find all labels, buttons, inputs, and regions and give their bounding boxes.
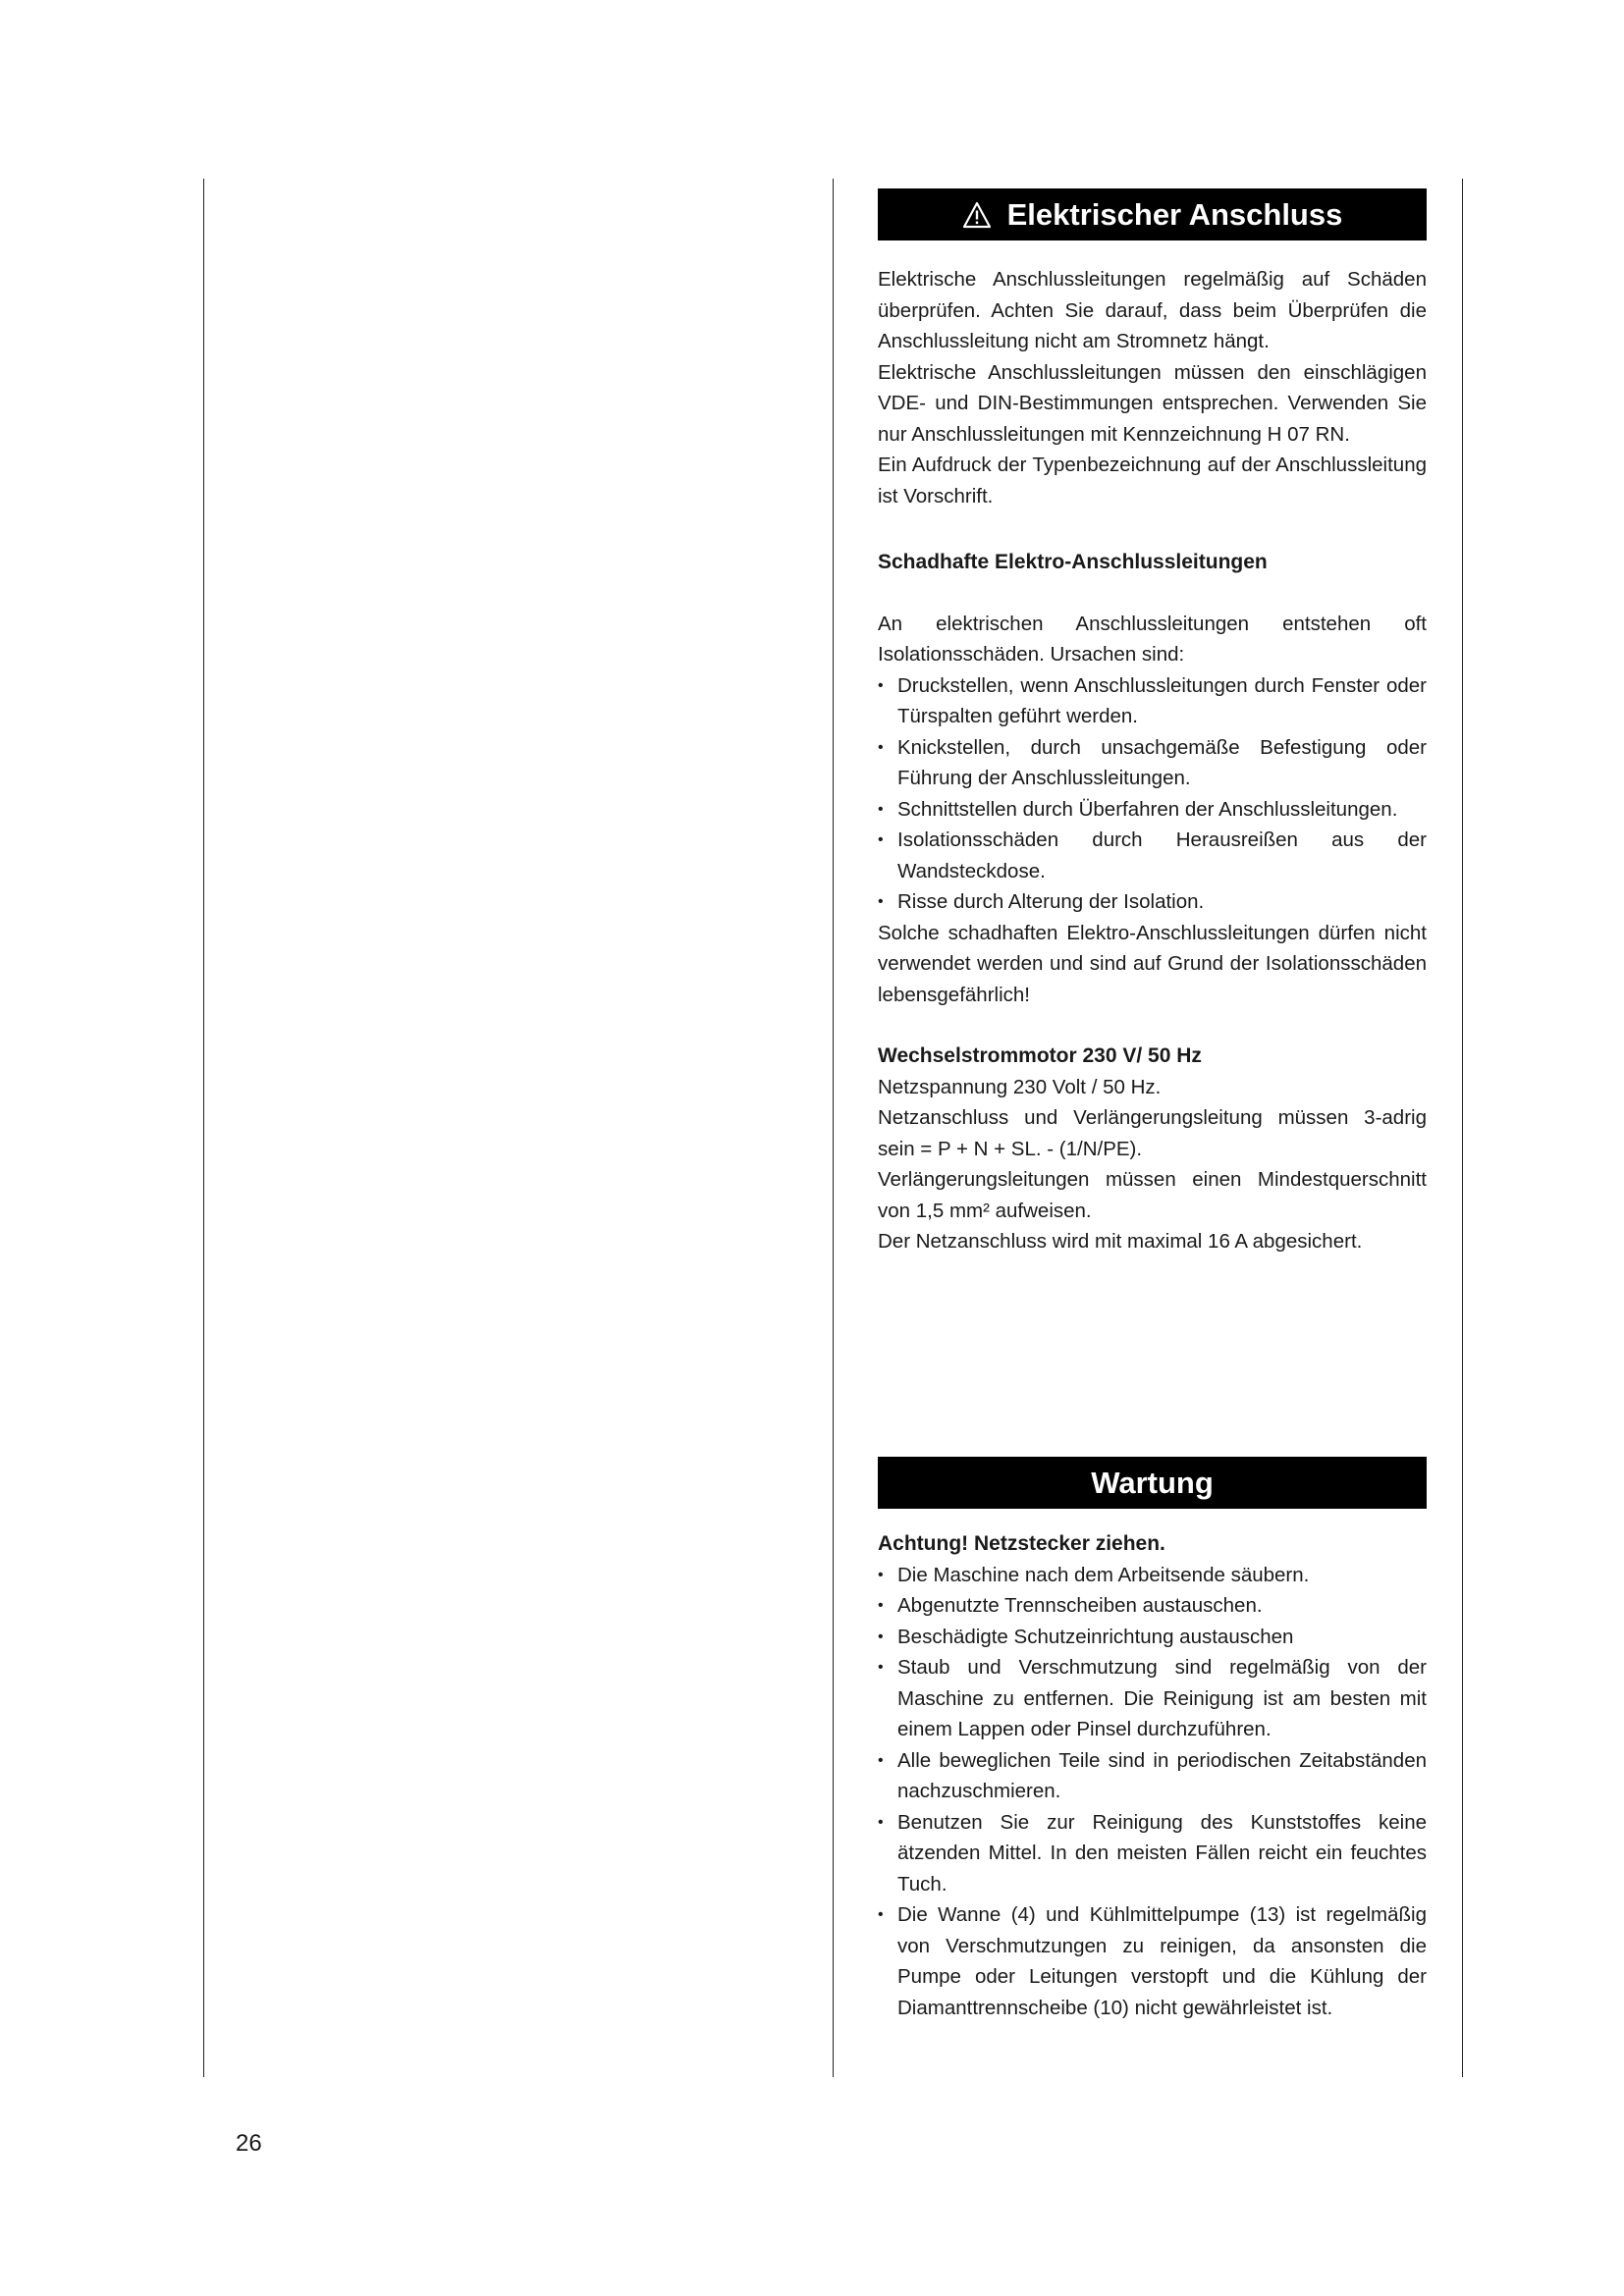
left-margin-rule: [203, 179, 204, 2077]
paragraph: Elektrische Anschlussleitungen regelmäßig auf Schäden überprüfen. Achten Sie darauf, dass beim Überprüfen die Anschlussleitung nicht am Stromnetz hängt.: [878, 268, 1427, 352]
list-item: • Die Wanne (4) und Kühlmittelpumpe (13) ist regelmäßig von Verschmutzungen zu reinigen, da ansonsten die Pumpe oder Leitungen verstopft und die Kühlung der Diamanttrennscheibe (10) nicht gewährleistet ist.: [878, 1899, 1427, 2023]
paragraph: Verlängerungsleitungen müssen einen Mindestquerschnitt von 1,5 mm² aufweisen.: [878, 1168, 1427, 1222]
list-item: • Schnittstellen durch Überfahren der Anschlussleitungen.: [878, 794, 1427, 826]
section-title: Elektrischer Anschluss: [1006, 196, 1343, 232]
bullet-list: [878, 1560, 1427, 2024]
subheading: Schadhafte Elektro-Anschlussleitungen: [878, 551, 1268, 573]
paragraph: Netzanschluss und Verlängerungsleitung müssen 3-adrig sein = P + N + SL. - (1/N/PE).: [878, 1106, 1427, 1160]
center-column-rule: [833, 179, 834, 2077]
list-item: • Alle beweglichen Teile sind in periodischen Zeitabständen nachzuschmieren.: [878, 1745, 1427, 1807]
section-banner-elektrischer-anschluss: [878, 188, 1427, 240]
subheading: Wechselstrommotor 230 V/ 50 Hz: [878, 1044, 1202, 1067]
list-item: • Abgenutzte Trennscheiben austauschen.: [878, 1590, 1427, 1622]
section-title: Wartung: [1091, 1465, 1214, 1500]
right-margin-rule: [1462, 179, 1463, 2077]
list-item: • Druckstellen, wenn Anschlussleitungen durch Fenster oder Türspalten geführt werden.: [878, 670, 1427, 732]
paragraph: An elektrischen Anschlussleitungen entstehen oft Isolationsschäden. Ursachen sind:: [878, 612, 1427, 666]
paragraph: Der Netzanschluss wird mit maximal 16 A abgesichert.: [878, 1230, 1363, 1253]
list-item: • Die Maschine nach dem Arbeitsende säubern.: [878, 1560, 1427, 1591]
list-item: • Isolationsschäden durch Herausreißen aus der Wandsteckdose.: [878, 825, 1427, 886]
section-body-elektrischer-anschluss: [878, 264, 1427, 1257]
section-body-wartung: [878, 1528, 1427, 2023]
list-item: • Benutzen Sie zur Reinigung des Kunststoffes keine ätzenden Mittel. In den meisten Fällen reicht ein feuchtes Tuch.: [878, 1807, 1427, 1900]
warning-triangle-icon: [962, 201, 992, 229]
bullet-list: [878, 670, 1427, 918]
list-item: • Beschädigte Schutzeinrichtung austauschen: [878, 1622, 1427, 1653]
page-number: 26: [236, 2130, 262, 2157]
subheading: Achtung! Netzstecker ziehen.: [878, 1532, 1165, 1555]
list-item: • Staub und Verschmutzung sind regelmäßig von der Maschine zu entfernen. Die Reinigung ist am besten mit einem Lappen oder Pinsel durchzuführen.: [878, 1652, 1427, 1745]
paragraph: Netzspannung 230 Volt / 50 Hz.: [878, 1075, 1162, 1098]
paragraph: Solche schadhaften Elektro-Anschlussleitungen dürfen nicht verwendet werden und sind auf Grund der Isolationsschäden lebensgefährlich!: [878, 921, 1427, 1006]
list-item: • Risse durch Alterung der Isolation.: [878, 886, 1427, 918]
list-item: • Knickstellen, durch unsachgemäße Befestigung oder Führung der Anschlussleitungen.: [878, 732, 1427, 794]
section-banner-wartung: [878, 1457, 1427, 1509]
paragraph: Elektrische Anschlussleitungen müssen den einschlägigen VDE- und DIN-Bestimmungen entsprechen. Verwenden Sie nur Anschlussleitungen mit Kennzeichnung H 07 RN.: [878, 360, 1427, 446]
paragraph: Ein Aufdruck der Typenbezeichnung auf der Anschlussleitung ist Vorschrift.: [878, 454, 1427, 507]
